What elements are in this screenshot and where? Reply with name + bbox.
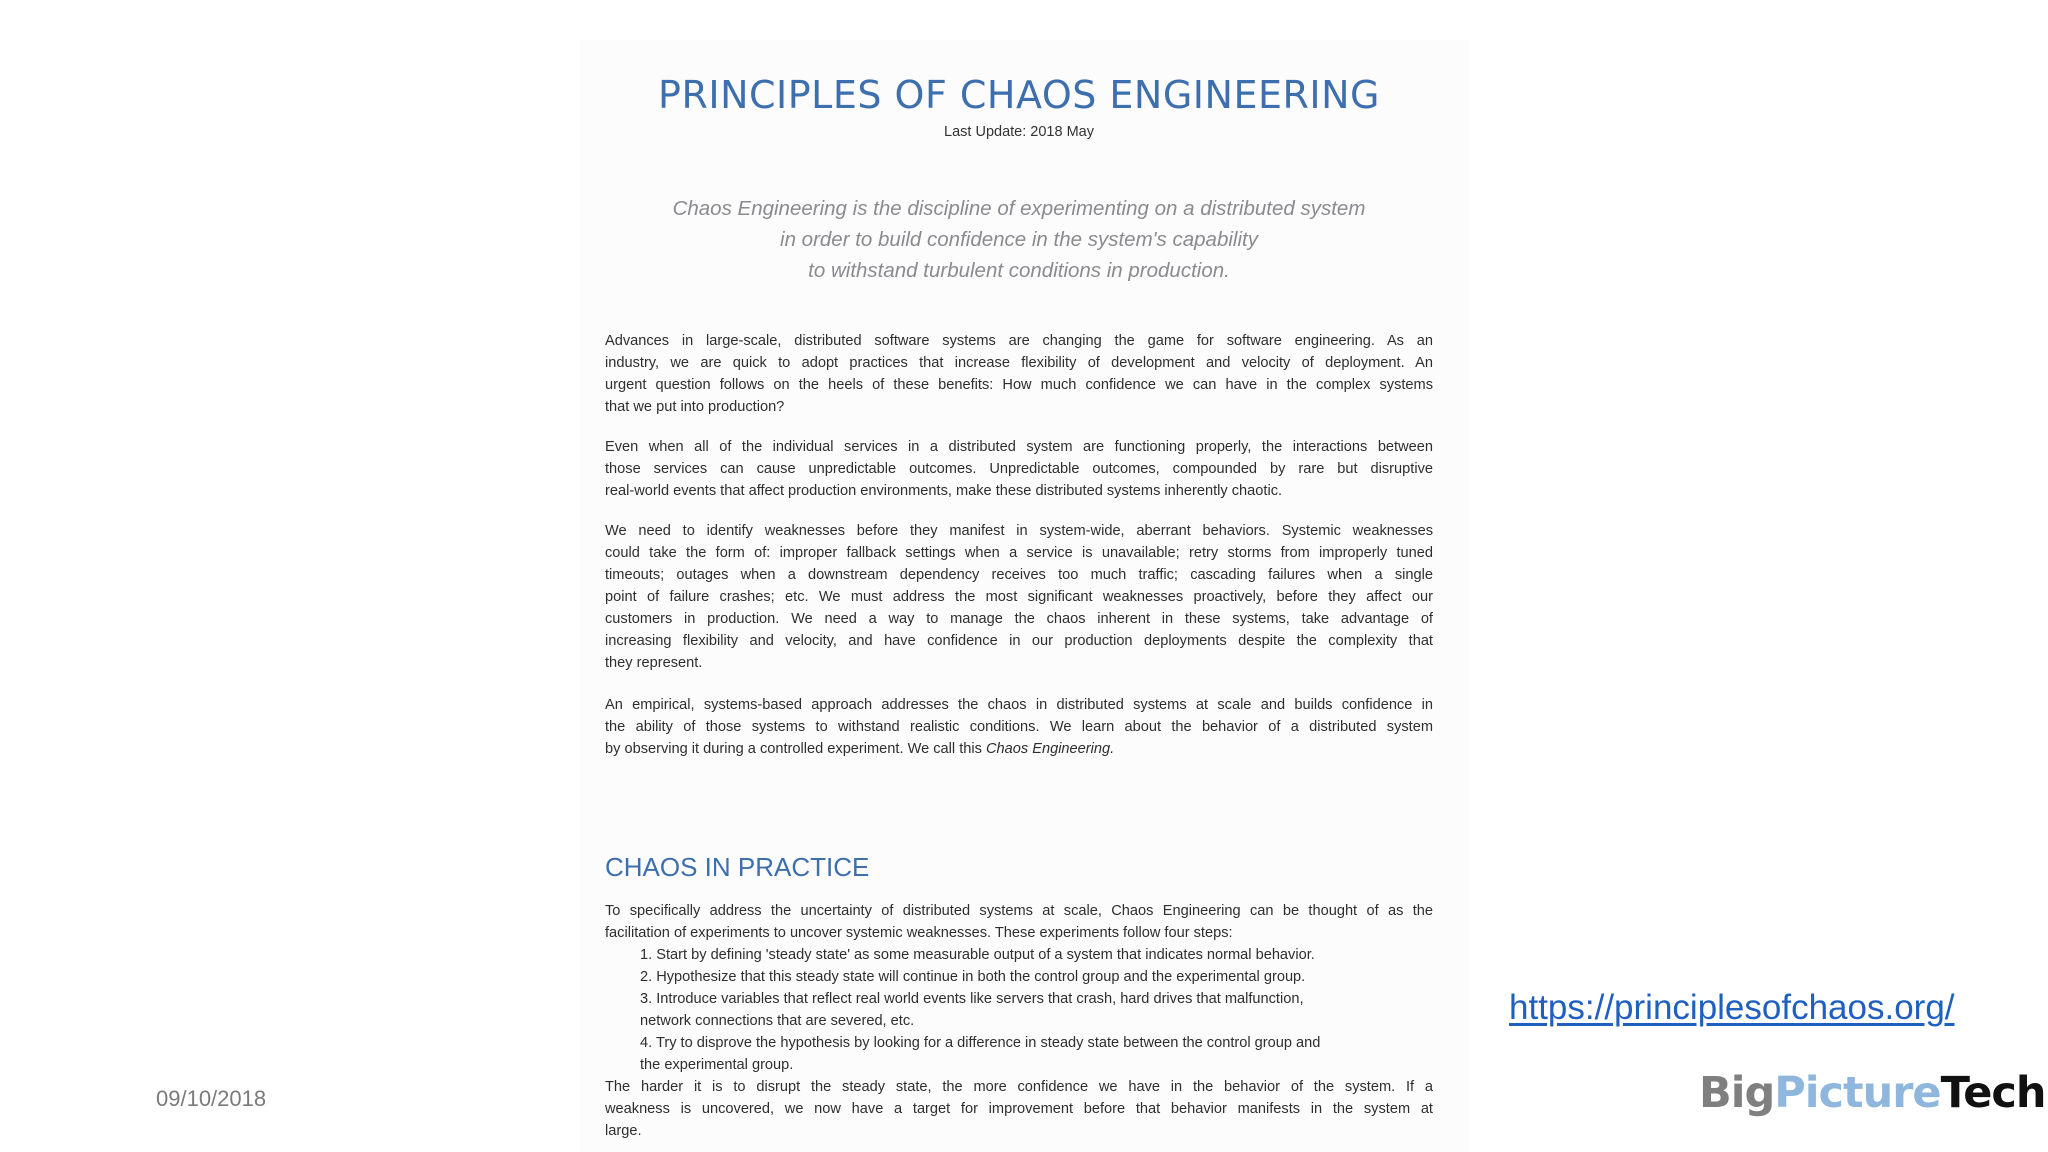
principles-link[interactable]: https://principlesofchaos.org/ [1509,988,1955,1027]
text-line: weakness is uncovered, we now have a target for improvement before that behavior manifests in the system at [605,1101,1433,1117]
text-line: could take the form of: improper fallback settings when a service is unavailable; retry storms from improperly tuned [605,545,1433,561]
text-line: the ability of those systems to withstand realistic conditions. We learn about the behavior of a distributed system [605,719,1433,735]
list-item [640,1032,1433,1076]
list-item [640,988,1433,1032]
text-line: An empirical, systems-based approach addresses the chaos in distributed systems at scale and builds confidence in [605,697,1433,713]
paragraph-advances [605,330,1433,418]
text-line: We need to identify weaknesses before they manifest in system-wide, aberrant behaviors. Systemic weaknesses [605,523,1433,539]
brand-part: Picture [1774,1068,1941,1118]
text-line: Advances in large-scale, distributed software systems are changing the game for software engineering. As an [605,333,1433,349]
emphasis-text: Chaos Engineering. [985,741,1115,757]
text-line: timeouts; outages when a downstream dependency receives too much traffic; cascading failures when a single [605,567,1433,583]
paragraph-empirical [605,694,1433,760]
list-item [640,944,1433,966]
slide-date: 09/10/2018 [156,1086,267,1111]
tagline-line: Chaos Engineering is the discipline of experimenting on a distributed system [672,197,1366,220]
brand-logo [1699,1068,2045,1118]
text-line: customers in production. We need a way to manage the chaos inherent in these systems, take advantage of [605,611,1433,627]
text-line: 3. Introduce variables that reflect real world events like servers that crash, hard drives that malfunction, [640,991,1304,1007]
text-run: by observing it during a controlled experiment. We call this [605,741,986,757]
steps-list [605,944,1433,1076]
text-line: facilitation of experiments to uncover systemic weaknesses. These experiments follow four steps: [605,925,1233,941]
text-line: real-world events that affect production environments, make these distributed systems inherently chaotic. [605,483,1283,499]
text-line [605,738,1433,760]
document-title: PRINCIPLES OF CHAOS ENGINEERING [658,73,1380,117]
tagline-line: to withstand turbulent conditions in production. [808,259,1230,282]
paragraph-closing [605,1076,1433,1142]
text-line: they represent. [605,655,703,671]
text-line: To specifically address the uncertainty of distributed systems at scale, Chaos Engineering can be thought of as the [605,903,1433,919]
text-line: 1. Start by defining 'steady state' as some measurable output of a system that indicates normal behavior. [640,947,1315,963]
paragraph-practice-intro [605,900,1433,944]
tagline [605,193,1433,286]
text-line: The harder it is to disrupt the steady state, the more confidence we have in the behavior of the system. If a [605,1079,1433,1095]
text-line: urgent question follows on the heels of these benefits: How much confidence we can have in the complex systems [605,377,1433,393]
tagline-line: in order to build confidence in the system's capability [780,228,1258,251]
text-line: point of failure crashes; etc. We must address the most significant weaknesses proactively, before they affect our [605,589,1433,605]
text-line: those services can cause unpredictable outcomes. Unpredictable outcomes, compounded by rare but disruptive [605,461,1433,477]
text-line: 2. Hypothesize that this steady state will continue in both the control group and the experimental group. [640,969,1306,985]
text-line: industry, we are quick to adopt practices that increase flexibility of development and velocity of deployment. An [605,355,1433,371]
text-line: network connections that are severed, etc. [640,1013,915,1029]
document-subtitle: Last Update: 2018 May [944,124,1094,140]
text-line: 4. Try to disprove the hypothesis by looking for a difference in steady state between the control group and [640,1035,1321,1051]
paragraph-weaknesses [605,520,1433,674]
brand-part: Tech [1940,1068,2046,1118]
document-screenshot [580,40,1470,1152]
section-heading: CHAOS IN PRACTICE [605,852,870,882]
paragraph-interactions [605,436,1433,502]
text-line: that we put into production? [605,399,785,415]
text-line: large. [605,1123,642,1139]
text-line: increasing flexibility and velocity, and have confidence in our production deployments despite the complexity that [605,633,1433,649]
list-item [640,966,1433,988]
text-line: the experimental group. [640,1057,794,1073]
brand-part: Big [1699,1068,1775,1118]
text-line: Even when all of the individual services in a distributed system are functioning properly, the interactions between [605,439,1433,455]
